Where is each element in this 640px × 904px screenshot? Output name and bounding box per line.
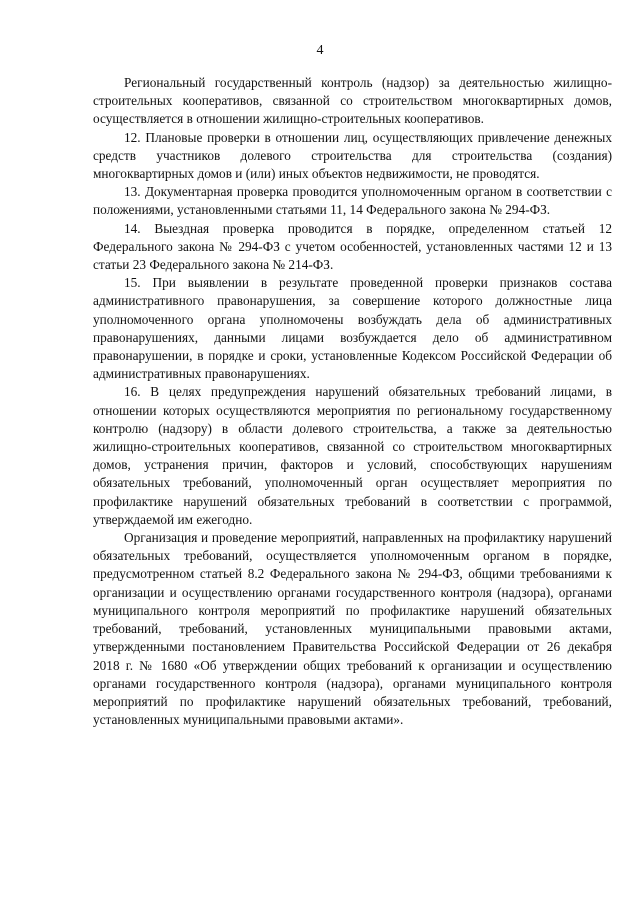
paragraph-15: 15. При выявлении в результате проведенной проверки признаков состава административного правонарушения, за совершение которого должностные лица уполномоченного органа уполномочены возбуждать дела об административных правонарушениях, данными лицами возбуждается дело об административном правонарушении, в порядке и сроки, установленные Кодексом Российской Федерации об административных правонарушениях. [93,275,612,382]
paragraph-12: 12. Плановые проверки в отношении лиц, осуществляющих привлечение денежных средств участников долевого строительства для строительства (создания) многоквартирных домов и (или) иных объектов недвижимости, не проводятся. [93,129,612,182]
document-body [93,74,612,729]
paragraph-13: 13. Документарная проверка проводится уполномоченным органом в соответствии с положениями, установленными статьями 11, 14 Федерального закона № 294-ФЗ. [93,184,612,218]
paragraph-regional-control: Региональный государственный контроль (надзор) за деятельностью жилищно-строительных кооперативов, связанной со строительством многоквартирных домов, осуществляется в отношении жилищно-строительных кооперативов. [93,75,612,127]
paragraph-prevention-organization: Организация и проведение мероприятий, направленных на профилактику нарушений обязательных требований, осуществляется уполномоченным органом в порядке, предусмотренном статьей 8.2 Федерального закона № 294-ФЗ, общими требованиями к организации и осуществлению органами государственного контроля (надзора), органами муниципального контроля мероприятий по профилактике нарушений обязательных требований, требований, установленных муниципальными правовыми актами, утвержденными постановлением Правительства Российской Федерации от 26 декабря 2018 г. № 1680 «Об утверждении общих требований к организации и осуществлению органами государственного контроля (надзора), органами муниципального контроля мероприятий по профилактике нарушений обязательных требований, требований, установленных муниципальными правовыми актами». [93,530,612,728]
page-number: 4 [316,43,324,58]
paragraph-16: 16. В целях предупреждения нарушений обязательных требований лицами, в отношении которых осуществляются мероприятия по региональному государственному контролю (надзору) в области долевого строительства, а также за деятельностью жилищно-строительных кооперативов, связанной со строительством многоквартирных домов, устранения причин, факторов и условий, способствующих нарушениям обязательных требований, уполномоченный орган осуществляет мероприятия по профилактике нарушений обязательных требований в соответствии с программой, утверждаемой им ежегодно. [93,384,612,527]
paragraph-14: 14. Выездная проверка проводится в порядке, определенном статьей 12 Федерального закона № 294-ФЗ с учетом особенностей, установленных частями 12 и 13 статьи 23 Федерального закона № 214-ФЗ. [93,220,612,273]
